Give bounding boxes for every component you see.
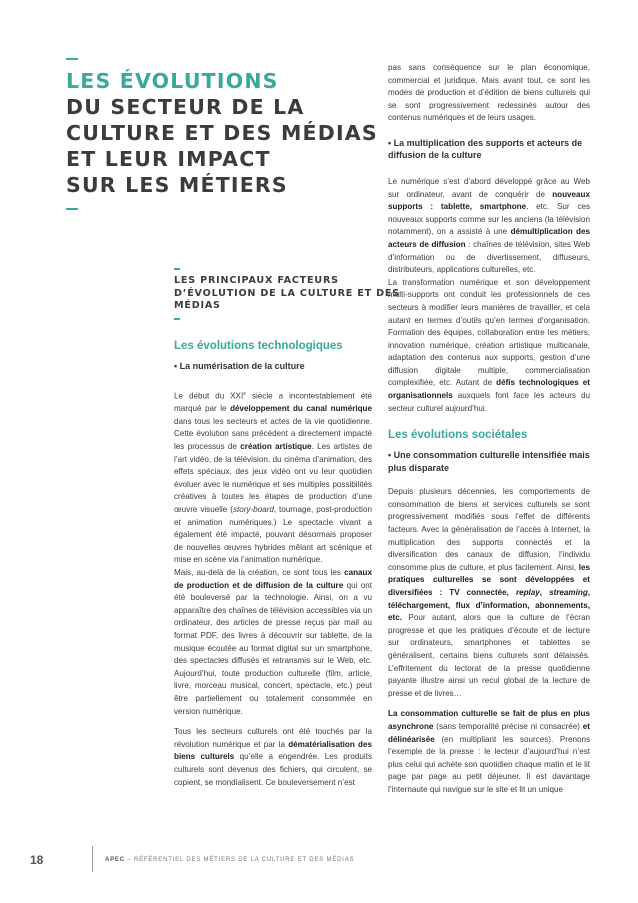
footer-divider [92,846,93,872]
paragraph-nouveaux-supports: Le numérique s’est d’abord développé grâce au Web sur ordinateur, avant de conquérir de nouveaux supports : tablette, smartphone, etc. Sur ces nouveaux supports comme sur les anciens (la télévision notamment), on a assisté à une démultiplication des acteurs de diffusion : chaînes de télévision, sites Web d’information ou de divertissement, diffuseurs, distributeurs, applications culturelles, etc. [388,176,590,275]
right-column [388,62,590,797]
title-line-4: ET LEUR IMPACT [66,147,271,171]
title-top-dash [66,58,78,60]
title-bottom-dash [66,208,78,210]
paragraph-comportements-consommation: Depuis plusieurs décennies, les comportements de consommation de biens et services culturels se sont progressivement modifiés sous l’effet de différents facteurs. Avec la généralisation de l’accès à Internet, la multiplication des supports connectés et la diversification des canaux de diffusion, l’individu consomme plus de culture, et plus facilement. Ainsi, les pratiques culturelles se sont développées et diversifiées : TV connectée, replay, streaming, téléchargement, flux d’information, abonnements, etc. Pour autant, alors que la culture de l’écran progresse et que les pratiques d’écoute et de lecture sur ordinateurs, smartphones et tablettes se généralisent, certains biens culturels sont délaissés. L’effritement du lectorat de la presse quotidienne payante illustre ainsi un recul global de la lecture de presse et de livres… [388,487,591,698]
bullet-numerisation: • La numérisation de la culture [174,360,305,371]
page-footer [30,852,610,872]
bullet-multiplication-supports: • La multiplication des supports et acteurs de diffusion de la culture [388,137,583,161]
paragraph-canaux-diffusion: Mais, au-delà de la création, ce sont tous les canaux de production et de diffusion de la culture qui ont été bouleversé par la technologie. Ainsi, on a vu apparaître des chaînes de télévision accessibles via un ordinateur, des articles de presse reçus par mail au format PDF, des livres à découvrir sur tablette, de la musique écoutée au format digital sur un smartphone, des spectacles diffusés et retransmis sur le Web, etc. Aujourd’hui, toute production culturelle (film, article, livre, morceau musical, concert, spectacle, etc.) peut être partiellement ou totalement consommée en version numérique. [174,568,372,716]
title-line-2: DU SECTEUR DE LA [66,95,305,119]
paragraph-dematerialisation: Tous les secteurs culturels ont été touchés par la révolution numérique et par la dématérialisation des biens culturels qu’elle a engendrée. Les produits culturels sont devenus des fichiers, qui circulent, se copient, se mondialisent. Ce bouleversement n’est [174,727,372,787]
title-line-5: SUR LES MÉTIERS [66,173,288,197]
paragraph-numerique-creation: Le début du XXIe siècle a incontestablement été marqué par le développement du canal numérique dans tous les secteurs et actes de la vie quotidienne. Cette évolution sans précédent a directement impacté les processus de création artistique. Les artistes de l’art vidéo, de la télévision, du cinéma d’animation, des effets spéciaux, des jeux vidéo ont vu leur quotidien évoluer avec le numérique et ses multiples possibilités créatives à toutes les étapes de production d’une œuvre visuelle (story-board, tournage, post-production et animation numériques.) Le spectacle vivant a également été impacté, pouvant désormais proposer de nouvelles œuvres hybrides mêlant art scénique et mise en scène via l’animation numérique. [174,391,373,565]
title-line-1: LES ÉVOLUTIONS [66,69,279,93]
paragraph-consequences: pas sans conséquence sur le plan économique, commercial et juridique. Mais avant tout, ce sont les modes de production et d’édition de biens culturels qui se sont progressivement redessinés autour des contenus numériques et de leurs usages. [388,63,590,123]
footer-running-title: APEC – RÉFÉRENTIEL DES MÉTIERS DE LA CULTURE ET DES MÉDIAS [105,857,355,863]
section-heading-line-2: D’ÉVOLUTION DE LA CULTURE ET DES [174,287,400,299]
chapter-title [66,58,378,210]
section-heading-line-1: LES PRINCIPAUX FACTEURS [174,275,339,286]
section-heading [174,275,400,313]
page-number: 18 [30,853,44,867]
left-column [174,268,400,789]
paragraph-transformation-numerique: La transformation numérique et son développement multi-supports ont conduit les professionnels de ces secteurs à modifier leurs manières de travailler, et cela autant en termes d’outils qu’en termes d’organisation. Formation des équipes, collaboration entre les métiers, innovation numérique, création artistique multicanale, adaptation des contenus aux supports, gestion d’une diffusion digitale multiple, commercialisation complexifiée, etc. Autant de défis technologiques et organisationnels auxquels font face les acteurs du secteur culturel aujourd’hui. [388,277,590,413]
section-bottom-dash [174,318,180,320]
bullet-consommation-culturelle: • Une consommation culturelle intensifiée mais plus disparate [388,450,590,473]
paragraph-consommation-asynchrone: La consommation culturelle se fait de plus en plus asynchrone (sans temporalité précise ni consacrée) et délinéarisée (en multipliant les sources). Prenons l’exemple de la presse : le lecteur d’aujourd’hui n’est plus celui qui achète son quotidien chaque matin et le lit page par page au petit déjeuner. Il est davantage l’internaute qui navigue sur le site et lit un unique [388,709,590,794]
section-top-dash [174,268,180,270]
subheading-technologiques: Les évolutions technologiques [174,339,343,352]
title-line-3: CULTURE ET DES MÉDIAS [66,121,378,145]
section-heading-line-3: MÉDIAS [174,300,221,311]
subheading-societales: Les évolutions sociétales [388,429,528,442]
